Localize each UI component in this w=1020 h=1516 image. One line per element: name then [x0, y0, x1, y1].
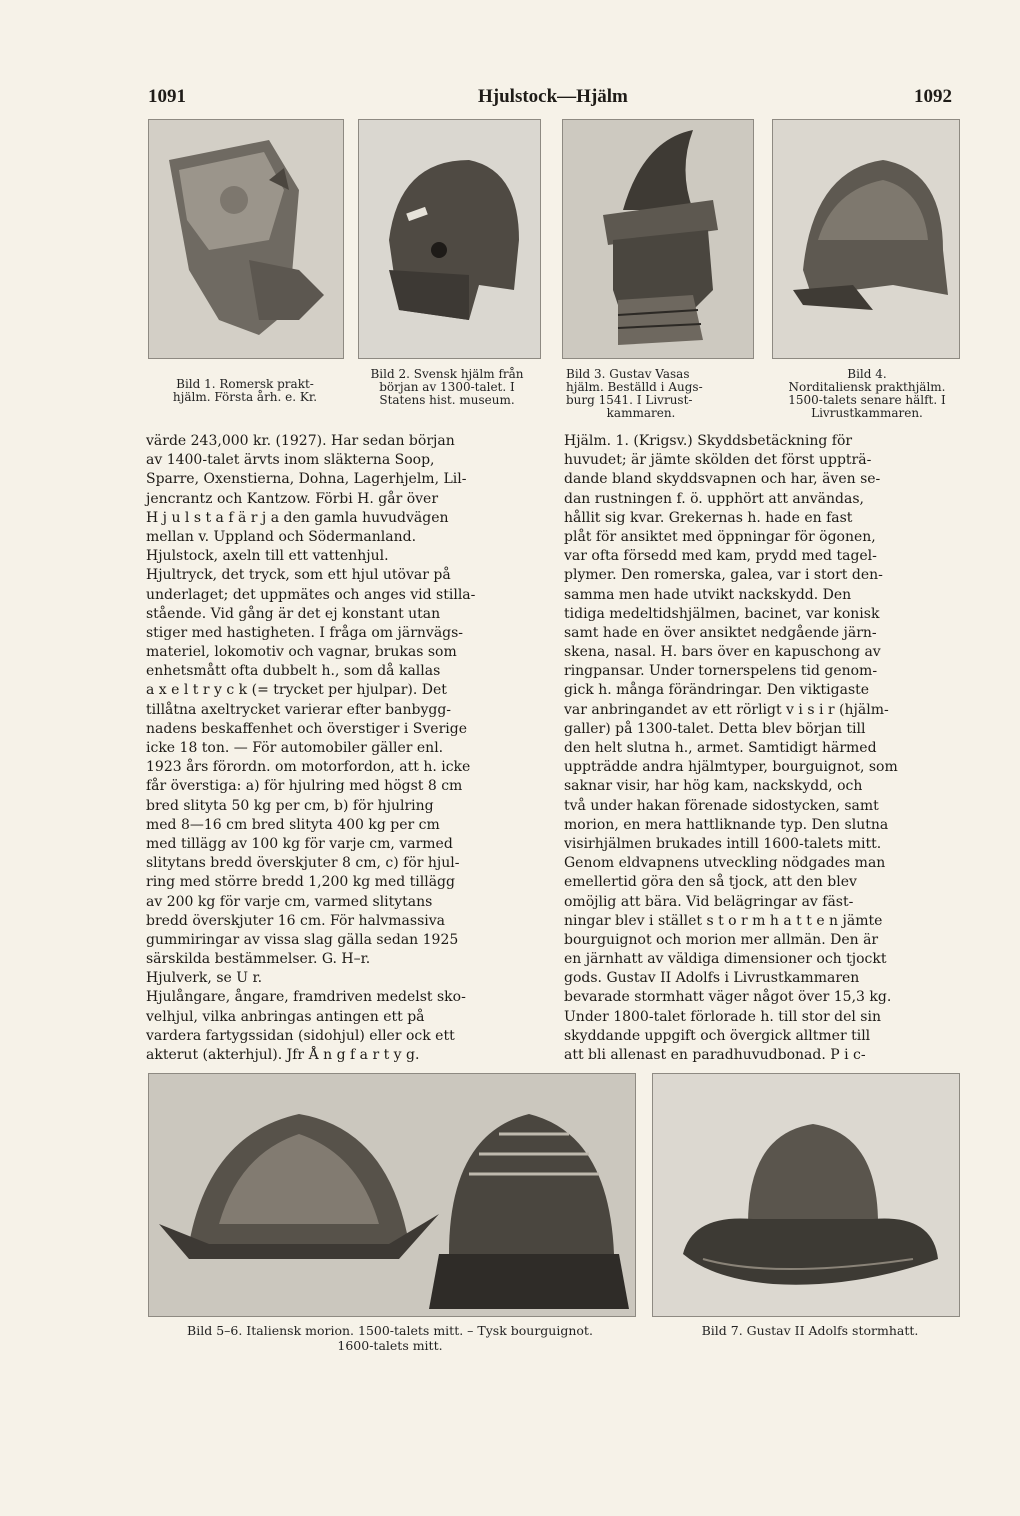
- morion-bourguignot-illustration: [149, 1074, 635, 1316]
- caption-line: Bild 5–6. Italiensk morion. 1500-talets mitt. – Tysk bourguignot.: [187, 1323, 593, 1338]
- caption-bild-3: [566, 368, 756, 420]
- text-line: uppträdde andra hjälmtyper, bourguignot, som: [564, 759, 898, 776]
- text-line: a x e l t r y c k (= trycket per hjulpar). Det: [146, 682, 447, 699]
- text-line: omöjlig att bära. Vid belägringar av fäst-: [564, 893, 854, 910]
- text-line: en järnhatt av väldiga dimensioner och tjockt: [564, 951, 887, 968]
- caption-line: kammaren.: [606, 406, 676, 420]
- caption-bild-2: [346, 368, 548, 407]
- text-line: bredd överskjuter 16 cm. För halvmassiva: [146, 912, 445, 929]
- text-line: Hjulstock, axeln till ett vattenhjul.: [146, 548, 389, 565]
- text-line: Genom eldvapnens utveckling nödgades man: [564, 855, 886, 872]
- text-line: dande bland skyddsvapnen och har, även se-: [564, 471, 881, 488]
- text-line: enhetsmått ofta dubbelt h., som då kallas: [146, 663, 441, 680]
- caption-line: 1500-talets senare hälft. I: [788, 393, 946, 407]
- right-text-column: [564, 432, 959, 1065]
- text-line: bevarade stormhatt väger något över 15,3 kg.: [564, 989, 892, 1006]
- text-line: Under 1800-talet förlorade h. till stor del sin: [564, 1008, 881, 1025]
- caption-line: början av 1300-talet. I: [379, 380, 515, 394]
- text-line: var anbringandet av ett rörligt v i s i r (hjälm-: [564, 701, 889, 718]
- photo-morion-bourguignot: [148, 1073, 636, 1317]
- text-line: dan rustningen f. ö. upphört att användas,: [564, 490, 864, 507]
- text-line: gummiringar av vissa slag gälla sedan 1925: [146, 931, 459, 948]
- left-text-column: [146, 432, 541, 1065]
- roman-helmet-illustration: [149, 120, 343, 358]
- text-line: mellan v. Uppland och Södermanland.: [146, 528, 417, 545]
- caption-line: hjälm. Första årh. e. Kr.: [172, 390, 318, 404]
- text-line: ringpansar. Under tornerspelens tid genom-: [564, 663, 878, 680]
- text-line: gick h. många förändringar. Den viktigaste: [564, 682, 870, 699]
- caption-line: Bild 1. Romersk prakt-: [176, 377, 314, 391]
- text-line: materiel, lokomotiv och vagnar, brukas som: [146, 644, 457, 661]
- text-line: skena, nasal. H. bars över en kapuschong av: [564, 644, 881, 661]
- text-line: med 8—16 cm bred slityta 400 kg per cm: [146, 816, 440, 833]
- gustav-vasa-helmet-illustration: [563, 120, 753, 358]
- text-line: icke 18 ton. — För automobiler gäller enl.: [146, 740, 444, 756]
- text-line: skyddande uppgift och övergick alltmer till: [564, 1027, 871, 1044]
- text-line: tidiga medeltidshjälmen, bacinet, var konisk: [564, 605, 880, 622]
- page-number-right: 1092: [914, 86, 952, 107]
- caption-line: burg 1541. I Livrust-: [566, 393, 693, 407]
- text-line: Hjultryck, det tryck, som ett hjul utövar på: [146, 567, 451, 584]
- text-line: av 200 kg för varje cm, varmed slitytans: [146, 893, 433, 910]
- caption-line: 1600-talets mitt.: [337, 1338, 443, 1353]
- text-line: H j u l s t a f ä r j a den gamla huvudvägen: [146, 509, 449, 526]
- page-number-left: 1091: [148, 86, 186, 107]
- text-line: slitytans bredd överskjuter 8 cm, c) för hjul-: [146, 855, 460, 872]
- text-line: särskilda bestämmelser. G. H–r.: [146, 951, 371, 968]
- photo-stormhatt: [652, 1073, 960, 1317]
- text-line: 1923 års förordn. om motorfordon, att h. icke: [146, 759, 471, 776]
- text-line: bourguignot och morion mer allmän. Den är: [564, 931, 879, 948]
- text-line: tillåtna axeltrycket varierar efter banbygg-: [146, 701, 452, 718]
- text-line: plymer. Den romerska, galea, var i stort den-: [564, 567, 883, 584]
- text-line: samma men hade utvikt nackskydd. Den: [564, 586, 852, 603]
- text-line: två under hakan förenade sidostycken, samt: [564, 797, 879, 814]
- text-line: gods. Gustav II Adolfs i Livrustkammaren: [564, 970, 860, 987]
- text-line: underlaget; det uppmätes och anges vid stilla-: [146, 586, 476, 603]
- caption-bild-4: [762, 368, 972, 420]
- caption-line: Norditaliensk prakthjälm.: [788, 380, 946, 394]
- photo-north-italian-helmet: [772, 119, 960, 359]
- caption-line: Bild 4.: [847, 367, 887, 381]
- text-line: huvudet; är jämte skölden det först uppträ-: [564, 452, 872, 469]
- caption-line: Bild 2. Svensk hjälm från: [370, 367, 524, 381]
- text-line: var ofta försedd med kam, prydd med tagel-: [564, 548, 877, 565]
- text-line: bred slityta 50 kg per cm, b) för hjulring: [146, 797, 434, 814]
- text-line: visirhjälmen brukades intill 1600-talets mitt.: [564, 835, 882, 852]
- text-line: Hjälm. 1. (Krigsv.) Skyddsbetäckning för: [564, 433, 853, 449]
- photo-gustav-vasa-helmet: [562, 119, 754, 359]
- photo-roman-helmet: [148, 119, 344, 359]
- text-line: emellertid göra den så tjock, att den blev: [564, 874, 857, 891]
- text-line: med tillägg av 100 kg för varje cm, varmed: [146, 835, 453, 852]
- text-line: akterut (akterhjul). Jfr Å n g f a r t y g.: [146, 1047, 420, 1063]
- text-line: stående. Vid gång är det ej konstant utan: [146, 605, 441, 622]
- text-line: galler) på 1300-talet. Detta blev början till: [564, 720, 866, 737]
- caption-line: Statens hist. museum.: [379, 393, 515, 407]
- caption-line: Livrustkammaren.: [811, 406, 923, 420]
- text-line: morion, en mera hattliknande typ. Den slutna: [564, 816, 889, 833]
- text-line: nadens beskaffenhet och överstiger i Sverige: [146, 720, 468, 737]
- text-line: stiger med hastigheten. I fråga om järnvägs-: [146, 624, 464, 641]
- text-line: samt hade en över ansiktet nedgående järn-: [564, 624, 877, 641]
- caption-bild-7: [660, 1323, 960, 1338]
- text-line: av 1400-talet ärvts inom släkterna Soop,: [146, 452, 435, 469]
- caption-line: Bild 3. Gustav Vasas: [566, 367, 690, 381]
- text-line: saknar visir, har hög kam, nackskydd, och: [564, 778, 863, 795]
- text-line: får överstiga: a) för hjulring med högst 8 cm: [146, 778, 463, 795]
- text-line: den helt slutna h., armet. Samtidigt härmed: [564, 740, 877, 756]
- caption-bild-5-6: [140, 1323, 640, 1353]
- text-line: värde 243,000 kr. (1927). Har sedan början: [146, 433, 455, 449]
- text-line: ring med större bredd 1,200 kg med tillägg: [146, 874, 455, 891]
- caption-line: Bild 7. Gustav II Adolfs stormhatt.: [701, 1323, 919, 1338]
- text-line: jencrantz och Kantzow. Förbi H. går över: [146, 490, 439, 507]
- text-line: plåt för ansiktet med öppningar för ögonen,: [564, 528, 876, 545]
- text-line: ningar blev i stället s t o r m h a t t e n jämte: [564, 912, 883, 929]
- swedish-helmet-illustration: [359, 120, 540, 358]
- text-line: velhjul, vilka anbringas antingen ett på: [146, 1008, 425, 1025]
- caption-bild-1: [138, 378, 352, 404]
- text-line: Sparre, Oxenstierna, Dohna, Lagerhjelm, Lil-: [146, 471, 467, 488]
- text-line: hållit sig kvar. Grekernas h. hade en fast: [564, 509, 853, 526]
- text-line: att bli allenast en paradhuvudbonad. P i c-: [564, 1047, 866, 1063]
- page-title: Hjulstock—Hjälm: [478, 86, 628, 107]
- text-line: Hjulångare, ångare, framdriven medelst sko-: [146, 989, 466, 1006]
- north-italian-helmet-illustration: [773, 120, 959, 358]
- caption-line: hjälm. Beställd i Augs-: [566, 380, 703, 394]
- text-line: vardera fartygssidan (sidohjul) eller ock ett: [146, 1027, 455, 1044]
- text-line: Hjulverk, se U r.: [146, 970, 263, 987]
- photo-swedish-helmet: [358, 119, 541, 359]
- stormhatt-illustration: [653, 1074, 959, 1316]
